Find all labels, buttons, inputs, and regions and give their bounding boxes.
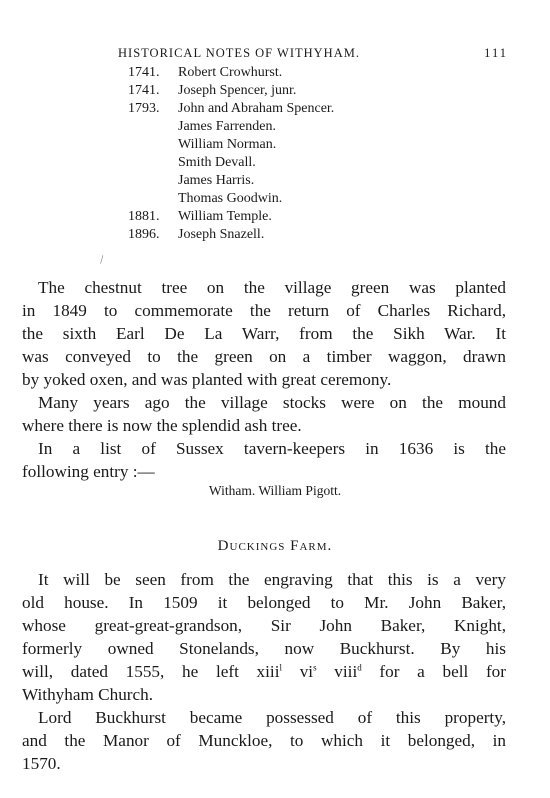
list-year: 1793. xyxy=(128,101,160,116)
list-name: James Farrenden. xyxy=(178,119,276,134)
section-heading-text: Duckings Farm. xyxy=(217,538,333,554)
text-line: whose great-great-grandson, Sir John Baker, Knight, xyxy=(22,616,506,635)
text-line: the sixth Earl De La Warr, from the Sikh War. It xyxy=(22,324,506,343)
text-line: Withyham Church. xyxy=(22,685,154,704)
list-name: Joseph Spencer, junr. xyxy=(178,83,297,98)
list-year xyxy=(128,190,178,208)
shillings-superscript: s xyxy=(313,662,317,673)
list-item xyxy=(128,82,334,100)
page-number: 111 xyxy=(484,46,508,60)
text-line: was conveyed to the green on a timber waggon, drawn xyxy=(22,347,506,366)
will-text: vi xyxy=(282,662,314,681)
will-line xyxy=(22,660,506,683)
list-item xyxy=(128,154,334,172)
list-name: William Temple. xyxy=(178,209,272,224)
text-line: following entry :— xyxy=(22,462,155,481)
will-text: for a bell for xyxy=(361,662,507,681)
list-item xyxy=(128,208,334,226)
paragraph-duckings xyxy=(22,568,506,706)
list-year: 1896. xyxy=(128,227,160,242)
pence-superscript: d xyxy=(357,662,362,673)
text-line: Lord Buckhurst became possessed of this property, xyxy=(38,708,506,727)
will-text: viii xyxy=(316,662,358,681)
paragraph-stocks xyxy=(22,391,506,437)
list-name: Thomas Goodwin. xyxy=(178,191,283,206)
list-name: William Norman. xyxy=(178,137,277,152)
text-line: and the Manor of Munckloe, to which it belonged, in xyxy=(22,731,506,750)
text-line: by yoked oxen, and was planted with great ceremony. xyxy=(22,370,392,389)
list-name: James Harris. xyxy=(178,173,255,188)
list-year xyxy=(128,136,178,154)
list-item xyxy=(128,136,334,154)
list-item xyxy=(128,190,334,208)
text-line: formerly owned Stonelands, now Buckhurst. By his xyxy=(22,639,506,658)
list-name: Joseph Snazell. xyxy=(178,227,265,242)
list-year xyxy=(128,118,178,136)
pounds-superscript: l xyxy=(279,662,282,673)
list-item xyxy=(128,226,334,244)
stray-tick-mark: ⁄ xyxy=(99,254,105,266)
paragraph-buckhurst xyxy=(22,706,506,775)
paragraph-chestnut xyxy=(22,276,506,391)
list-item xyxy=(128,118,334,136)
names-list xyxy=(128,64,334,244)
list-year: 1881. xyxy=(128,209,160,224)
text-line: where there is now the splendid ash tree. xyxy=(22,416,302,435)
will-text: will, dated 1555, he left xiii xyxy=(22,662,280,681)
paragraph-tavern xyxy=(22,437,506,483)
text-line: It will be seen from the engraving that this is a very xyxy=(38,570,506,589)
text-line: 1570. xyxy=(22,754,61,773)
list-name: Smith Devall. xyxy=(178,155,256,170)
text-line: The chestnut tree on the village green was planted xyxy=(38,278,506,297)
tavern-entry: Witham. William Pigott. xyxy=(208,483,342,498)
list-name: Robert Crowhurst. xyxy=(178,65,283,80)
list-year: 1741. xyxy=(128,65,160,80)
list-year: 1741. xyxy=(128,83,160,98)
text-line: In a list of Sussex tavern-keepers in 1636 is the xyxy=(38,439,506,458)
list-year xyxy=(128,154,178,172)
list-item xyxy=(128,64,334,82)
text-line: old house. In 1509 it belonged to Mr. John Baker, xyxy=(22,593,506,612)
list-item xyxy=(128,100,334,118)
list-year xyxy=(128,172,178,190)
section-heading xyxy=(0,538,550,555)
running-title: HISTORICAL NOTES OF WITHYHAM. xyxy=(118,46,360,60)
list-name: John and Abraham Spencer. xyxy=(178,101,335,116)
text-line: in 1849 to commemorate the return of Charles Richard, xyxy=(22,301,506,320)
list-item xyxy=(128,172,334,190)
text-line: Many years ago the village stocks were on the mound xyxy=(38,393,506,412)
